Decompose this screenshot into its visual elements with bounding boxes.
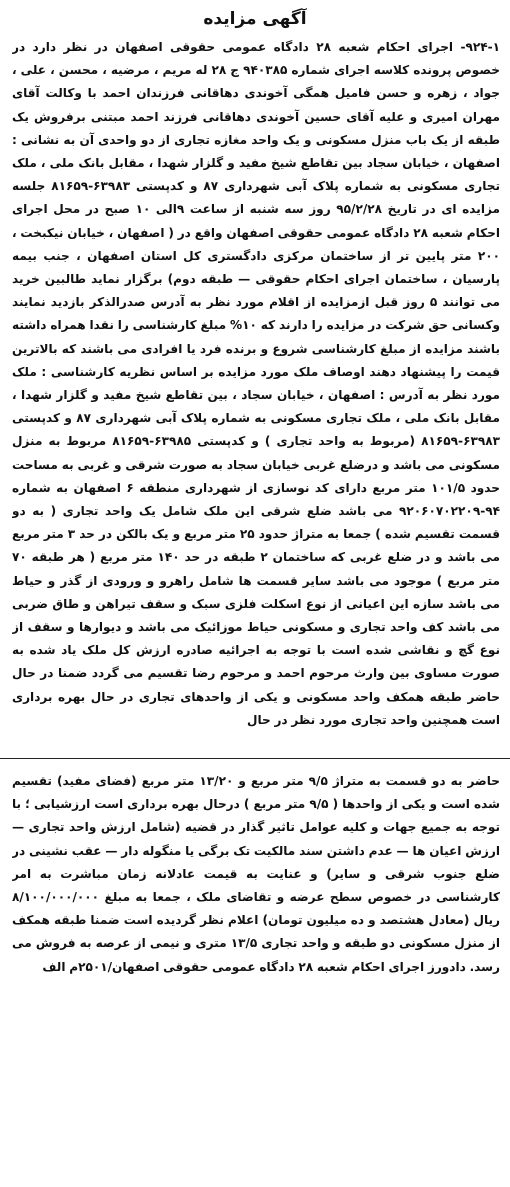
column-divider: [0, 758, 510, 759]
notice-paragraph-2: حاضر به دو قسمت به متراژ ۹/۵ متر مربع و ۱۳/۲۰ متر مربع (فضای مفید) تقسیم شده است و یکی از واحدها ( ۹/۵ متر مربع ) درحال بهره برداری است ارزشیابی ؛ با توجه به جمیع جهات و کلیه عوامل تاثیر گذار در قضیه (شامل ارزش واحد تجاری — ارزش اعیان ها — عدم داشتن سند مالکیت تک برگی یا منگوله دار — عقب نشینی در ضلع جنوب شرقی و سایر) و عنایت به قیمت عادلانه زمان مباشرت به امر کارشناسی در خصوص سطح عرضه و تقاضای ملک ، جمعا به مبلغ ۸/۱۰۰/۰۰۰/۰۰۰ ریال (معادل هشتصد و ده میلیون تومان) اعلام نظر گردیده است ضمنا طبقه همکف از منزل مسکونی دو طبقه و واحد تجاری ۱۳/۵ متری و نیمی از عرصه به فروش می رسد. دادورز اجرای احکام شعبه ۲۸ دادگاه عمومی حقوقی اصفهان/۲۵۰۱م الف: [12, 774, 500, 974]
notice-title: آگهی مزایده: [203, 9, 307, 29]
notice-paragraph-1: ۹۲۴-۱- اجرای احکام شعبه ۲۸ دادگاه عمومی حقوقی اصفهان در نظر دارد در خصوص پرونده کلاسه اجرای شماره ۹۴۰۳۸۵ ج ۲۸ له مریم ، مرضیه ، محسن ، علی ، جواد ، زهره و حسن فامیل همگی آخوندی دهاقانی فرزندان احمد با وکالت آقای مهران امیری و علیه آقای حسین آخوندی دهاقانی فرزند احمد مبتنی برفروش یک طبقه از یک باب منزل مسکونی و یک واحد مغازه تجاری از دو واحدی آن به نشانی : اصفهان ، خیابان سجاد بین تقاطع شیخ مفید و گلزار شهدا ، مقابل بانک ملی ، ملک تجاری مسکونی به شماره پلاک آبی شهرداری ۸۷ و کدپستی ۶۳۹۸۳-۸۱۶۵۹ جلسه مزایده ای در تاریخ ۹۵/۲/۲۸ روز سه شنبه از ساعت ۹الی ۱۰ صبح در محل اجرای احکام شعبه ۲۸ دادگاه عمومی حقوقی اصفهان واقع در ( اصفهان ، خیابان نیکبخت ، ۲۰۰ متر پایین تر از ساختمان مرکزی دادگستری کل استان اصفهان ، جنب بیمه پارسیان ، ساختمان اجرای احکام حقوقی — طبقه دوم) برگزار نماید طالبین خرید می توانند ۵ روز قبل ازمزایده از اقلام مورد نظر به آدرس صدرالذکر بازدید نمایند وکسانی حق شرکت در مزایده را دارند که ۱۰% مبلغ کارشناسی را نقدا همراه داشته باشند مزایده از مبلغ کارشناسی شروع و برنده فرد یا افرادی می باشند که بالاترین قیمت را پیشنهاد دهند اوصاف ملک مورد مزایده بر اساس نظریه کارشناسی : ملک مورد نظر به آدرس : اصفهان ، خیابان سجاد ، بین تقاطع شیخ مفید و گلزار شهدا ، مقابل بانک ملی ، ملک تجاری مسکونی به شماره پلاک آبی شهرداری ۸۷ و کدپستی ۶۳۹۸۳-۸۱۶۵۹ (مربوط به واحد تجاری ) و کدپستی ۶۳۹۸۵-۸۱۶۵۹ مربوط به منزل مسکونی می باشد و درضلع غربی خیابان سجاد به صورت شرقی و غربی به مساحت حدود ۱۰۱/۵ متر مربع دارای کد نوسازی از شهرداری منطقه ۶ اصفهان به شماره ۹۴-۹۲۰۶۰۷۰۲۲۰۹ می باشد ضلع شرقی این ملک شامل یک واحد تجاری ( به دو قسمت تقسیم شده ) جمعا به متراژ حدود ۲۵ متر مربع و یک بالکن در حد ۳ متر مربع می باشد و در ضلع غربی که ساختمان ۲ طبقه در حد ۱۴۰ متر مربع ( هر طبقه ۷۰ متر مربع ) موجود می باشد سایر قسمت ها شامل راهرو و ورودی از گذر و حیاط می باشد سازه این اعیانی از نوع اسکلت فلزی سبک و سقف تیراهن و طاق ضربی می باشد کف واحد تجاری و مسکونی حیاط موزائیک می باشد و دیوارها و سقف از نوع گچ و نقاشی شده است با توجه به اجرائیه صادره ارزش کل ملک یاد شده به صورت مساوی بین وارث مرحوم احمد و مرحوم رضا تقسیم می گردد ضمنا در حال حاضر طبقه همکف واحد مسکونی و یکی از واحدهای تجاری در حال بهره برداری است همچنین واحد تجاری مورد نظر در حال: [12, 40, 500, 727]
